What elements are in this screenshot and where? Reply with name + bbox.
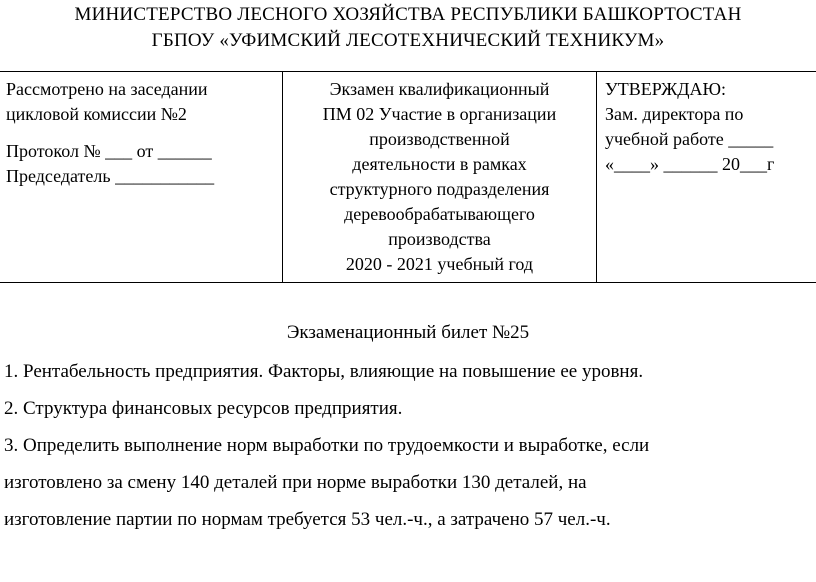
document-header bbox=[0, 2, 816, 54]
ticket-title: Экзаменационный билет №25 bbox=[286, 322, 530, 343]
college-name: ГБПОУ «УФИМСКИЙ ЛЕСОТЕХНИЧЕСКИЙ ТЕХНИКУМ» bbox=[151, 30, 665, 51]
academic-year: 2020 - 2021 учебный год bbox=[345, 254, 534, 274]
review-line-2: цикловой комиссии №2 bbox=[6, 104, 187, 124]
question-line: 3. Определить выполнение норм выработки по трудоемкости и выработке, если bbox=[4, 435, 650, 456]
exam-line-2: ПМ 02 Участие в организации bbox=[322, 104, 557, 124]
exam-line-1: Экзамен квалификационный bbox=[329, 79, 550, 99]
ticket-questions bbox=[4, 359, 814, 544]
question-line: изготовление партии по нормам требуется 53 чел.-ч., а затрачено 57 чел.-ч. bbox=[4, 509, 611, 530]
exam-line-3: производственной bbox=[369, 129, 510, 149]
protocol-line: Протокол № ___ от ______ bbox=[6, 141, 212, 161]
question-line: 2. Структура финансовых ресурсов предприятия. bbox=[4, 398, 403, 419]
ministry-name: МИНИСТЕРСТВО ЛЕСНОГО ХОЗЯЙСТВА РЕСПУБЛИКИ БАШКОРТОСТАН bbox=[74, 4, 742, 25]
exam-line-7: производства bbox=[388, 229, 491, 249]
exam-line-6: деревообрабатывающего bbox=[344, 204, 535, 224]
approval-table bbox=[0, 71, 816, 283]
approve-heading: УТВЕРЖДАЮ: bbox=[605, 79, 727, 99]
exam-line-4: деятельности в рамках bbox=[352, 154, 527, 174]
approver-signature-line: учебной работе _____ bbox=[605, 129, 774, 149]
chairman-line: Председатель ___________ bbox=[6, 166, 215, 186]
exam-line-5: структурного подразделения bbox=[329, 179, 550, 199]
review-line-1: Рассмотрено на заседании bbox=[6, 79, 208, 99]
approval-date-line: «____» ______ 20___г bbox=[605, 154, 775, 174]
review-spacer bbox=[6, 127, 282, 139]
question-line: изготовлено за смену 140 деталей при норме выработки 130 деталей, на bbox=[4, 472, 587, 493]
question-line: 1. Рентабельность предприятия. Факторы, влияющие на повышение ее уровня. bbox=[4, 361, 644, 382]
exam-info-cell bbox=[282, 72, 597, 282]
approval-cell bbox=[597, 72, 816, 282]
commission-review-cell bbox=[0, 72, 282, 282]
approver-position: Зам. директора по bbox=[605, 104, 744, 124]
